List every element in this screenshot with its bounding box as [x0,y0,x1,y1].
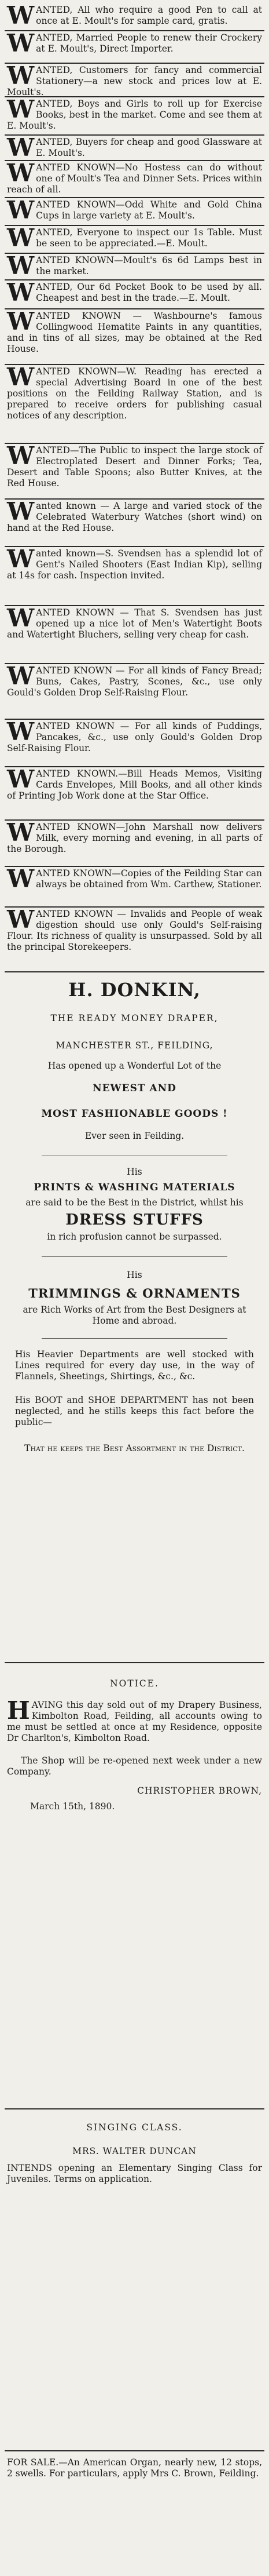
drop-cap: W [7,500,35,526]
donkin-ever-seen: Ever seen in Feilding. [84,1131,185,1141]
ad-feilding-star-copies [5,867,264,908]
divider [42,1256,227,1257]
notice-text: AVING this day sold out of my Drapery Business, Kimbolton Road, Feilding, all accounts owing to me must be settled at once at my Residence, opposite Dr Charlton's, Kimbolton Road. [7,1700,262,1743]
drop-cap: W [7,767,35,793]
ad-one-shilling-table [5,226,264,254]
drop-cap: W [7,97,35,123]
ad-stationery [5,64,264,97]
ad-text: ANTED, Married People to renew their Crockery at E. Moult's, Direct Importer. [36,32,262,54]
drop-cap: W [7,226,35,252]
newspaper-column [5,3,264,2571]
donkin-heavier-departments: His Heavier Departments are well stocked with Lines required for every day use, in the way of Flannels, Sheetings, Shirtings, &c., &c. [15,1349,254,1382]
ad-text: ANTED, Buyers for cheap and good Glassware at E. Moult's. [36,137,262,158]
ad-text: ANTED KNOWN—No Hostess can do without one of Moult's Tea and Dinner Sets. Prices within reach of all. [7,162,262,195]
drop-cap: W [7,821,35,847]
ad-text: ANTED KNOWN — Invalids and People of weak digestion should use only Gould's Self-raising Flour. Its richness of quality is unsurpassed. Sold by all the principal Storekeepers. [7,909,262,952]
ad-text: ANTED KNOWN—Copies of the Feilding Star can always be obtained from Wm. Carthew, Stationer. [36,868,262,890]
donkin-dress-stuffs: DRESS STUFFS [65,1211,204,1229]
ad-text: ANTED, Boys and Girls to roll up for Exercise Books, best in the market. Come and see them at E. Moult's. [7,99,262,131]
donkin-opened: Has opened up a Wonderful Lot of the [47,1061,222,1071]
singing-class-advertisement [5,2109,264,2451]
ad-fancy-bread-flour [5,664,264,720]
donkin-boot-shoe: His BOOT and SHOE DEPARTMENT has not been neglected, and he stills keeps this fact before the public— [15,1395,254,1427]
ad-text: ANTED KNOWN — That S. Svendsen has just opened up a nice lot of Men's Watertight Boots and Watertight Bluchers, selling very cheap for cash. [7,607,262,640]
notice-signature: CHRISTOPHER BROWN, [137,1786,262,1796]
ad-text: ANTED KNOWN—Odd White and Gold China Cups in large variety at E. Moult's. [36,199,262,221]
notice-title: NOTICE. [110,1678,159,1689]
ad-text: ANTED KNOWN—John Marshall now delivers Milk, every morning and evening, in all parts of the Borough. [7,822,262,854]
ad-electroplated-forks [5,444,264,500]
ad-exercise-books [5,97,264,136]
ad-lamps [5,254,264,280]
drop-cap: W [7,908,35,934]
drop-cap: W [7,365,35,391]
drop-cap: H [7,1696,30,1725]
ad-text: anted known—S. Svendsen has a splendid lot of Gent's Nailed Shooters (East Indian Kip), selling at 14s for cash. Inspection invited. [7,548,262,581]
drop-cap: W [7,280,35,307]
ad-text: ANTED KNOWN — For all kinds of Fancy Bread; Buns, Cakes, Pastry, Scones, &c., use only Gould's Golden Drop Self-Raising Flour. [7,665,262,698]
ad-text: ANTED, Everyone to inspect our 1s Table. Must be seen to be appreciated.—E. Moult. [36,227,262,249]
ad-crockery [5,31,264,64]
divider [42,1338,227,1339]
drop-cap: W [7,64,35,90]
donkin-trimmings-text: are Rich Works of Art from the Best Designers at Home and abroad. [23,1305,246,1326]
donkin-fashionable: MOST FASHIONABLE GOODS ! [41,1108,228,1120]
drop-cap: W [7,664,35,690]
drop-cap: W [7,867,35,893]
ad-text: ANTED—The Public to inspect the large stock of Electroplated Desert and Dinner Forks; Tea, Desert and Table Spoons; also Butter Knives, at the Red House. [7,445,262,489]
ad-glassware [5,136,264,161]
singing-title: SINGING CLASS. [86,2122,183,2133]
ad-text: ANTED KNOWN — For all kinds of Puddings, Pancakes, &c., use only Gould's Golden Drop Self-Raising Flour. [7,721,262,753]
drop-cap: W [7,444,35,470]
drop-cap: W [7,309,35,336]
ad-china-cups [5,198,264,226]
ad-tea-sets [5,161,264,198]
ad-puddings-flour [5,720,264,767]
for-sale-text: FOR SALE.—An American Organ, nearly new, 12 stops, 2 swells. For particulars, apply Mrs C. Brown, Feilding. [7,2457,262,2479]
ad-waterbury-watches [5,500,264,547]
donkin-dress-text: in rich profusion cannot be surpassed. [47,1231,222,1242]
drop-cap: W [7,3,35,30]
donkin-trimmings: TRIMMINGS & ORNAMENTS [28,1286,241,1300]
singing-text: INTENDS opening an Elementary Singing Class for Juveniles. Terms on application. [7,2163,262,2184]
donkin-his-1: His [127,1167,142,1177]
donkin-name: H. DONKIN, [68,979,201,1001]
donkin-advertisement [5,972,264,1663]
ad-good-pen [5,3,264,31]
drop-cap: W [7,161,35,187]
donkin-newest: NEWEST AND [93,1083,176,1094]
ad-text: ANTED KNOWN.—Bill Heads Memos, Visiting Cards Envelopes, Mill Books, and all other kinds of Printing Job Work done at the Star Office. [7,768,262,801]
drop-cap: W [7,254,35,280]
ad-invalids-flour [5,908,264,972]
ad-text: ANTED, Customers for fancy and commercial Stationery—a new stock and prices low at E. Moult's. [7,65,262,97]
drop-cap: W [7,31,35,57]
ad-watertight-boots [5,606,264,664]
notice-date: March 15th, 1890. [30,1801,115,1812]
donkin-address: MANCHESTER ST., FEILDING, [56,1040,213,1051]
for-sale-advertisement [5,2451,264,2571]
ad-text: ANTED KNOWN—Moult's 6s 6d Lamps best in the market. [36,255,262,276]
drop-cap: W [7,606,35,632]
ad-paints [5,309,264,365]
ad-pocket-book [5,280,264,309]
donkin-his-2: His [127,1270,142,1280]
ad-text: ANTED KNOWN—W. Reading has erected a special Advertising Board in one of the best positions on the Feilding Railway Station, and is prepared to receive orders for publishing casual notices of any description. [7,366,262,421]
drop-cap: W [7,720,35,746]
ad-printing-job-work [5,767,264,821]
donkin-prints-text: are said to be the Best in the District, whilst his [25,1197,244,1208]
donkin-prints: PRINTS & WASHING MATERIALS [34,1182,235,1193]
ad-text: anted known — A large and varied stock of the Celebrated Waterbury Watches (short wind) on hand at the Red House. [7,501,262,533]
notice-advertisement [5,1663,264,2109]
singing-name: MRS. WALTER DUNCAN [72,2146,197,2156]
drop-cap: W [7,136,35,161]
ad-nailed-shooters [5,547,264,606]
ad-advertising-board [5,365,264,444]
ad-text: ANTED KNOWN — Washbourne's famous Collingwood Hematite Paints in any quantities, and in tins of all sizes, may be obtained at the Red House. [7,311,262,354]
ad-text: ANTED, Our 6d Pocket Book to be used by all. Cheapest and best in the trade.—E. Moult. [36,282,262,303]
drop-cap: W [7,547,35,573]
donkin-ready-money: THE READY MONEY DRAPER, [50,1013,219,1023]
donkin-footer: That he keeps the Best Assortment in the District. [24,1443,245,1453]
drop-cap: W [7,198,35,224]
ad-milk-delivery [5,821,264,867]
notice-text-2: The Shop will be re-opened next week under a new Company. [7,1755,262,1777]
ad-text: ANTED, All who require a good Pen to call at once at E. Moult's for sample card, gratis. [36,5,262,26]
